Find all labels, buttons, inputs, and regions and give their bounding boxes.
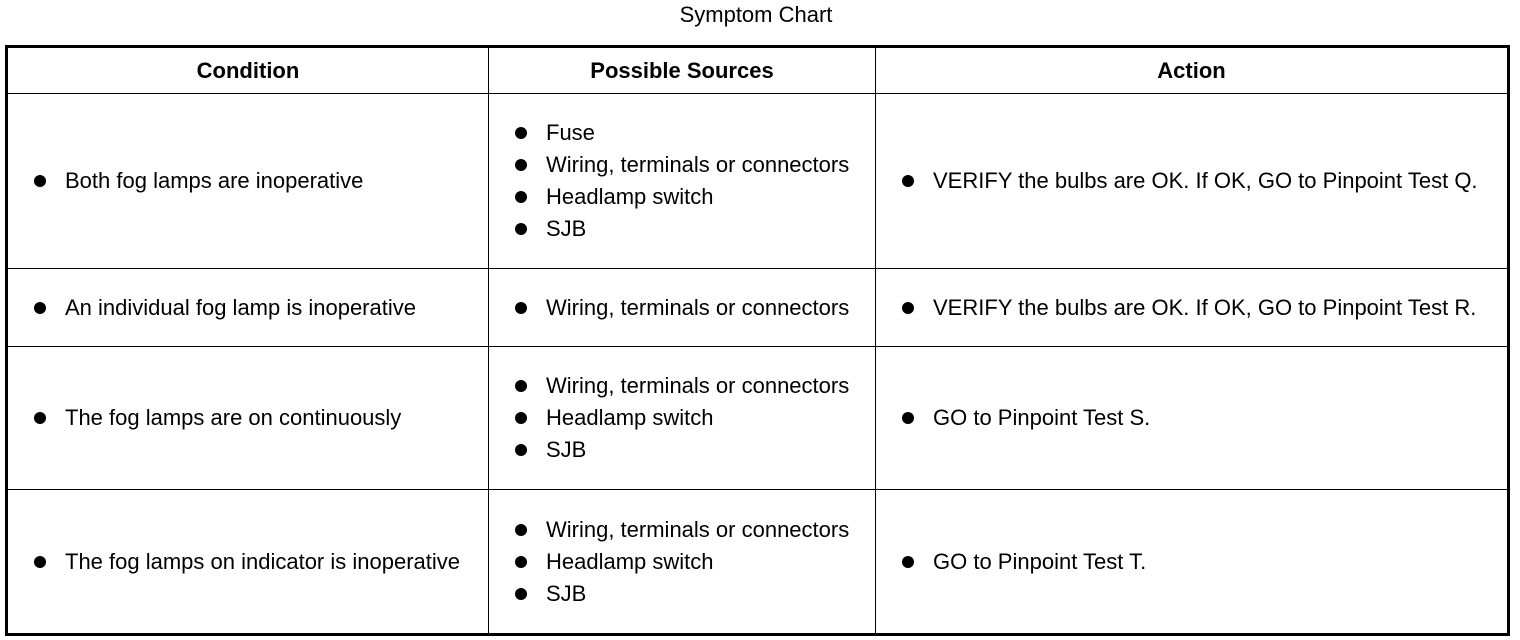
source-text: Wiring, terminals or connectors xyxy=(546,294,850,320)
bullet-icon xyxy=(902,556,914,568)
action-text: VERIFY the bulbs are OK. If OK, GO to Pinpoint Test Q. xyxy=(933,168,1478,193)
table-row xyxy=(7,490,1509,635)
condition-cell xyxy=(7,490,489,635)
action-text: VERIFY the bulbs are OK. If OK, GO to Pinpoint Test R. xyxy=(933,294,1477,320)
list-item xyxy=(8,292,488,324)
table-row xyxy=(7,269,1509,347)
list-item xyxy=(8,546,488,578)
list-item xyxy=(489,117,875,149)
list-item xyxy=(876,165,1507,197)
bullet-icon xyxy=(515,412,527,424)
source-text: Headlamp switch xyxy=(546,184,714,209)
list-item xyxy=(876,546,1507,578)
bullet-icon xyxy=(515,159,527,171)
table-caption: Symptom Chart xyxy=(679,2,833,27)
bullet-icon xyxy=(515,444,527,456)
source-text: SJB xyxy=(546,216,587,241)
action-text: GO to Pinpoint Test T. xyxy=(933,548,1147,574)
list-item xyxy=(489,434,875,466)
action-text: GO to Pinpoint Test S. xyxy=(933,405,1151,430)
bullet-icon xyxy=(34,412,46,424)
bullet-icon xyxy=(515,588,527,600)
bullet-icon xyxy=(902,302,914,314)
bullet-icon xyxy=(902,175,914,187)
bullet-icon xyxy=(34,302,46,314)
symptom-chart-table xyxy=(5,45,1510,636)
source-text: SJB xyxy=(546,437,587,462)
list-item xyxy=(489,402,875,434)
condition-text: An individual fog lamp is inoperative xyxy=(65,294,416,320)
action-cell xyxy=(876,347,1509,490)
list-item xyxy=(489,292,875,324)
bullet-icon xyxy=(902,412,914,424)
list-item xyxy=(876,402,1507,434)
bullet-icon xyxy=(515,191,527,203)
list-item xyxy=(489,213,875,245)
list-item xyxy=(489,546,875,578)
condition-cell xyxy=(7,94,489,269)
list-item xyxy=(489,181,875,213)
source-text: SJB xyxy=(546,580,587,606)
list-item xyxy=(489,370,875,402)
bullet-icon xyxy=(34,556,46,568)
action-cell xyxy=(876,94,1509,269)
list-item xyxy=(8,165,488,197)
list-item xyxy=(876,292,1507,324)
bullet-icon xyxy=(515,223,527,235)
source-text: Wiring, terminals or connectors xyxy=(546,516,850,542)
table-row xyxy=(7,347,1509,490)
sources-cell xyxy=(489,269,876,347)
bullet-icon xyxy=(515,127,527,139)
condition-text: The fog lamps are on continuously xyxy=(65,405,402,430)
list-item xyxy=(8,402,488,434)
header-condition: Condition xyxy=(7,47,489,94)
bullet-icon xyxy=(515,380,527,392)
action-cell xyxy=(876,490,1509,635)
header-possible-sources: Possible Sources xyxy=(489,47,876,94)
sources-cell xyxy=(489,347,876,490)
source-text: Headlamp switch xyxy=(546,548,714,574)
list-item xyxy=(489,578,875,610)
header-row xyxy=(7,47,1509,94)
list-item xyxy=(489,514,875,546)
bullet-icon xyxy=(515,302,527,314)
condition-cell xyxy=(7,347,489,490)
bullet-icon xyxy=(515,556,527,568)
sources-cell xyxy=(489,490,876,635)
action-cell xyxy=(876,269,1509,347)
bullet-icon xyxy=(34,175,46,187)
source-text: Headlamp switch xyxy=(546,405,714,430)
sources-cell xyxy=(489,94,876,269)
source-text: Wiring, terminals or connectors xyxy=(546,373,850,398)
source-text: Fuse xyxy=(546,120,595,145)
condition-cell xyxy=(7,269,489,347)
header-action: Action xyxy=(876,47,1509,94)
list-item xyxy=(489,149,875,181)
bullet-icon xyxy=(515,524,527,536)
source-text: Wiring, terminals or connectors xyxy=(546,152,850,177)
condition-text: Both fog lamps are inoperative xyxy=(65,168,364,193)
condition-text: The fog lamps on indicator is inoperative xyxy=(65,548,460,574)
table-row xyxy=(7,94,1509,269)
